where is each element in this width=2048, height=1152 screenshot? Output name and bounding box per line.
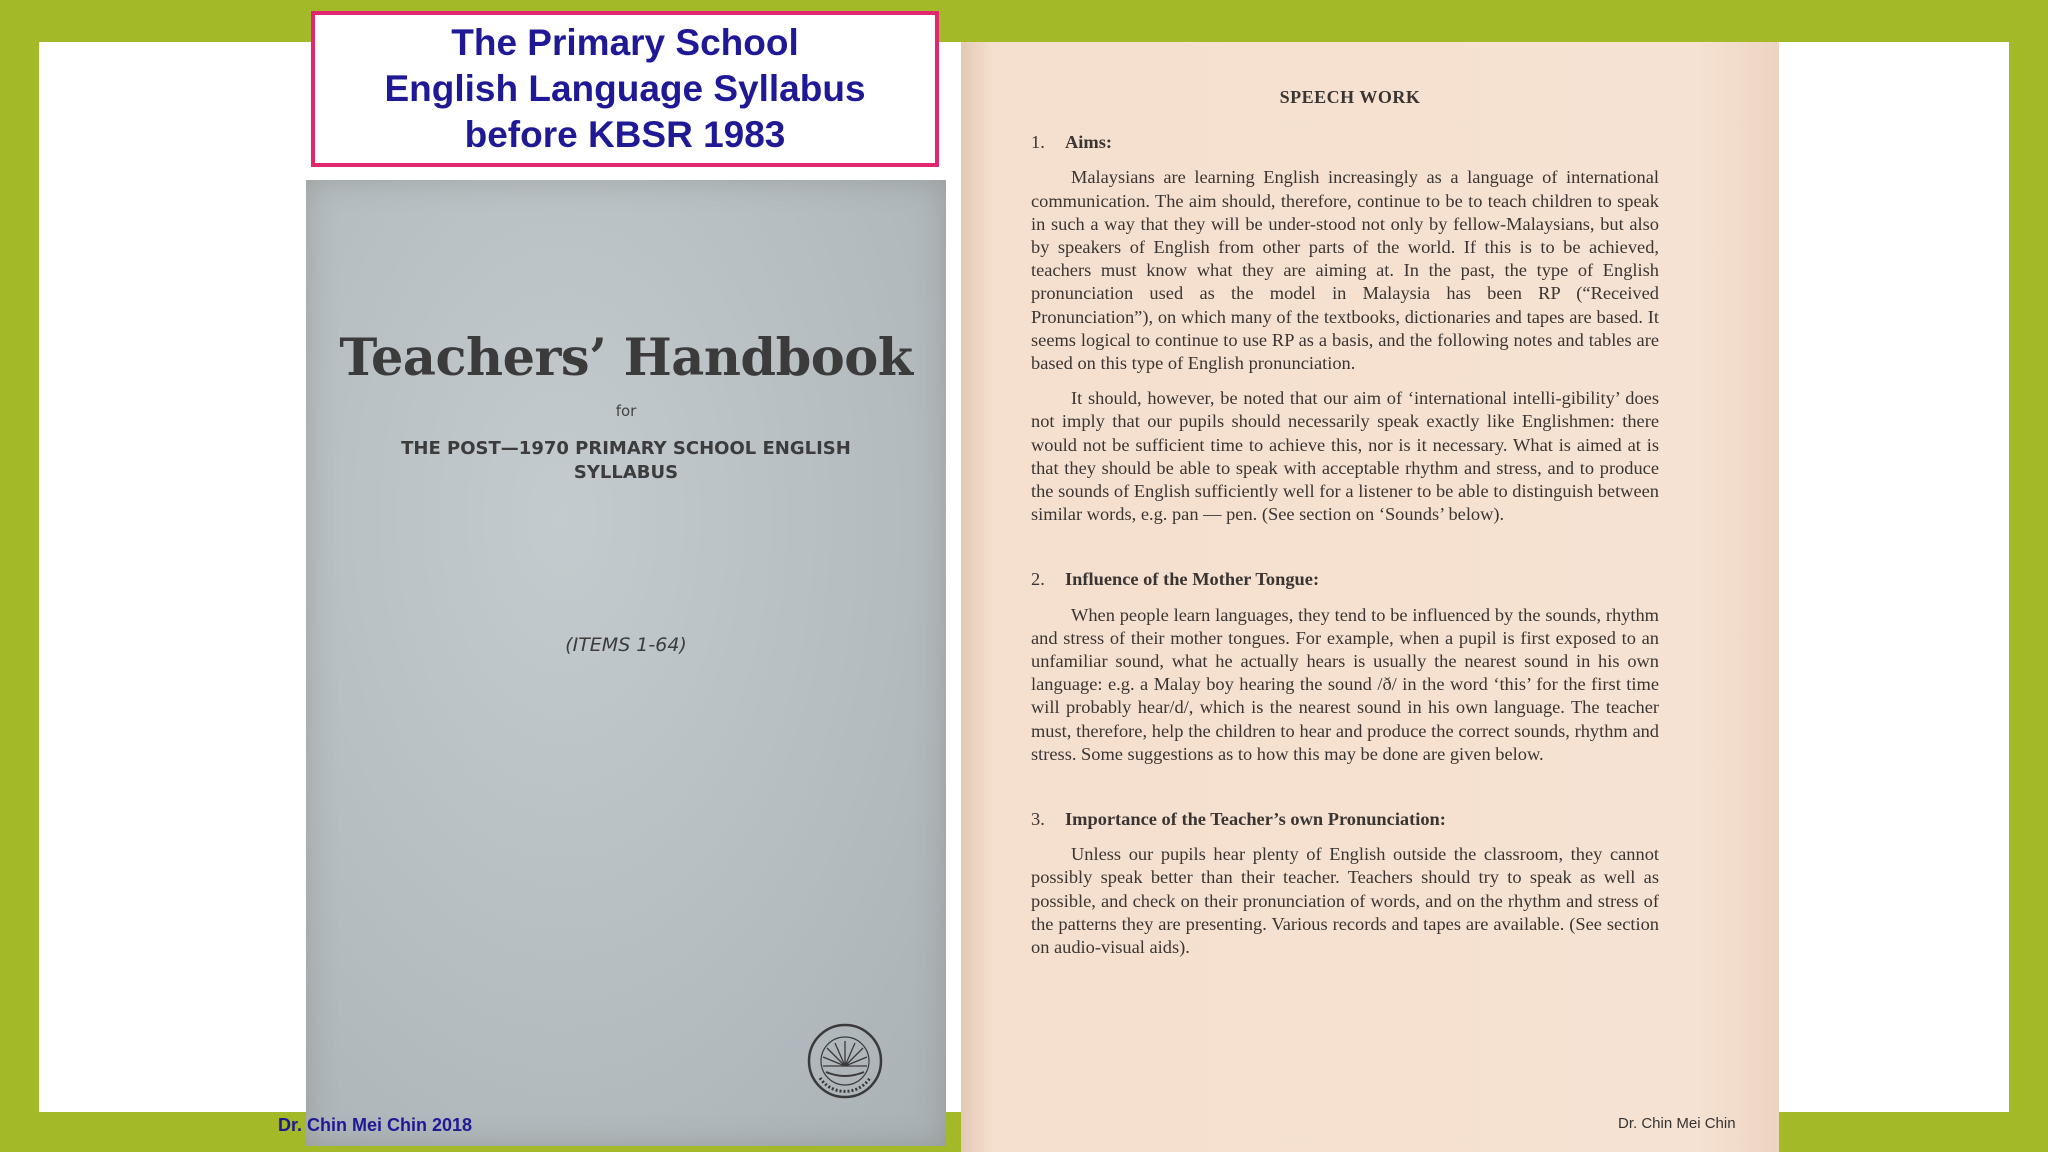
footer-author-year: Dr. Chin Mei Chin 2018 bbox=[278, 1115, 473, 1135]
cover-for: for bbox=[615, 402, 637, 420]
section-number: 3. bbox=[1031, 809, 1045, 830]
footer-author: Dr. Chin Mei Chin bbox=[1618, 1115, 1736, 1132]
slide-title-box bbox=[311, 11, 939, 167]
cover-subtitle-line-1: THE POST—1970 PRIMARY SCHOOL ENGLISH bbox=[401, 438, 851, 459]
cover-subtitle bbox=[306, 437, 946, 485]
slide-title-line-3: before KBSR 1983 bbox=[464, 114, 786, 155]
document-page-image bbox=[961, 42, 1779, 1152]
section-title: Influence of the Mother Tongue: bbox=[1065, 569, 1320, 590]
paragraph: Unless our pupils hear plenty of English outside the classroom, they cannot possibly speak better than their teacher. Teachers should try to speak as well as possible, and check on their pronunciation of words, and on the rhythm and stress of the patterns they are presenting. Various records and tapes are available. (See section on audio-visual aids). bbox=[1031, 844, 1659, 958]
section-number: 2. bbox=[1031, 569, 1045, 590]
section-number: 1. bbox=[1031, 132, 1045, 153]
paragraph: Malaysians are learning English increasingly as a language of international communication. The aim should, therefore, continue to be to teach children to speak in such a way that they will be under-stood not only by fellow-Malaysians, but also by speakers of English from other parts of the world. If this is to be achieved, teachers must know what they are aiming at. In the past, the type of English pronunciation used as the model in Malaysia has been RP (“Received Pronunciation”), on which many of the textbooks, dictionaries and tapes are based. It seems logical to continue to use RP as a basis, and the following notes and tables are based on this type of English pronunciation. bbox=[1031, 167, 1659, 374]
handbook-cover-image bbox=[306, 180, 946, 1146]
publisher-seal-icon bbox=[806, 1022, 884, 1100]
slide-title-line-1: The Primary School bbox=[451, 22, 799, 63]
speech-work-text bbox=[1031, 86, 1659, 959]
paragraph: When people learn languages, they tend to be influenced by the sounds, rhythm and stress of their mother tongues. For example, when a pupil is first exposed to an unfamiliar sound, what he actually hears is usually the nearest sound in his own language: e.g. a Malay boy hearing the sound /ð/ in the word ‘this’ for the first time will probably hear/d/, which is the nearest sound in his own language. The teacher must, therefore, help the children to hear and produce the correct sounds, rhythm and stress. Some suggestions as to how this may be done are given below. bbox=[1031, 604, 1659, 764]
document-heading: SPEECH WORK bbox=[1279, 87, 1421, 107]
section-heading bbox=[1031, 131, 1659, 154]
slide-title-line-2: English Language Syllabus bbox=[384, 68, 866, 109]
cover-items: (ITEMS 1-64) bbox=[565, 634, 687, 656]
cover-title: Teachers’ Handbook bbox=[339, 328, 913, 388]
section-title: Importance of the Teacher’s own Pronunciation: bbox=[1065, 809, 1446, 830]
paragraph: It should, however, be noted that our aim of ‘international intelli-gibility’ does not imply that our pupils should necessarily speak exactly like Englishmen: there would not be sufficient time to achieve this, nor is it necessary. What is aimed at is that they should be able to speak with acceptable rhythm and stress, and to produce the sounds of English sufficiently well for a listener to be able to distinguish between similar words, e.g. pan — pen. (See section on ‘Sounds’ below). bbox=[1031, 388, 1659, 525]
section-heading bbox=[1031, 808, 1659, 831]
section-title: Aims: bbox=[1065, 132, 1112, 153]
cover-subtitle-line-2: SYLLABUS bbox=[573, 462, 679, 483]
section-heading bbox=[1031, 568, 1659, 591]
